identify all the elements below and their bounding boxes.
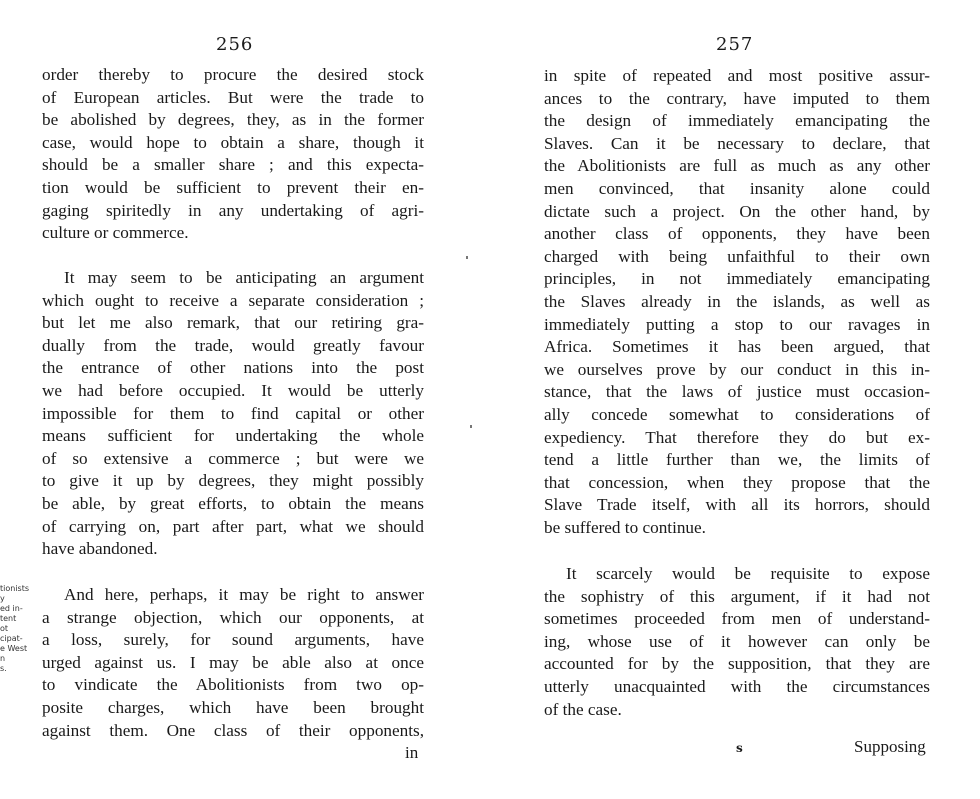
right-paragraph-1 <box>544 65 930 539</box>
text-line: culture or commerce. <box>42 223 189 243</box>
text-line: but let me also remark, that our retiring gra- <box>42 313 424 333</box>
text-line: of the case. <box>544 699 622 719</box>
left-paragraph-1 <box>42 64 424 245</box>
margin-note-line: e West <box>0 644 28 653</box>
text-line: the sophistry of this argument, if it had not <box>544 586 930 606</box>
margin-note-line: tent <box>0 614 17 623</box>
margin-note-line: y <box>0 594 5 603</box>
text-line: dictate such a project. On the other hand, by <box>544 201 930 221</box>
text-line: It scarcely would be requisite to expose <box>566 564 930 583</box>
text-line: Africa. Sometimes it has been argued, that <box>544 337 930 357</box>
margin-note-line: s. <box>0 664 7 673</box>
text-line: immediately putting a stop to our ravages in <box>544 314 930 334</box>
text-line: have abandoned. <box>42 539 158 559</box>
text-line: the design of immediately emancipating the <box>544 111 930 131</box>
text-line: tend a little further than we, the limits of <box>544 450 930 470</box>
text-line: gaging spiritedly in any undertaking of agri- <box>42 200 424 220</box>
text-line: ing, whose use of it however can only be <box>544 631 930 651</box>
text-line: dually from the trade, would greatly favour <box>42 335 424 355</box>
text-line: Slaves. Can it be necessary to declare, that <box>544 133 930 153</box>
text-line: to vindicate the Abolitionists from two op- <box>42 675 424 695</box>
text-line: that concession, when they propose that the <box>544 472 930 492</box>
text-line: posite charges, which have been brought <box>42 697 424 717</box>
margin-note-line: tionists <box>0 584 30 593</box>
margin-note <box>0 584 38 674</box>
text-line: sometimes proceeded from men of understand- <box>544 609 930 629</box>
text-line: we ourselves prove by our conduct in this in- <box>544 359 930 379</box>
text-line: which ought to receive a separate consideration ; <box>42 290 424 310</box>
left-paragraph-2 <box>42 267 424 561</box>
right-paragraph-2 <box>544 563 930 721</box>
text-line: ally concede somewhat to considerations of <box>544 404 930 424</box>
signature-mark: s <box>736 741 743 755</box>
ink-speck <box>466 256 468 259</box>
text-line: in spite of repeated and most positive assur- <box>544 66 930 85</box>
text-line: tion would be sufficient to prevent their en- <box>42 177 424 197</box>
text-line: urged against us. I may be able also at once <box>42 652 424 672</box>
text-line: of European articles. But were the trade to <box>42 87 424 107</box>
page-number-right: 257 <box>716 34 754 55</box>
text-line: against them. One class of their opponents, <box>42 720 424 740</box>
text-line: expediency. That therefore they do but ex- <box>544 427 930 447</box>
text-line: the Abolitionists are full as much as any other <box>544 156 930 176</box>
text-line: the entrance of other nations into the post <box>42 358 424 378</box>
text-line: charged with being unfaithful to their own <box>544 246 930 266</box>
text-line: principles, in not immediately emancipating <box>544 269 930 289</box>
text-line: a loss, surely, for sound arguments, have <box>42 630 424 650</box>
text-line: stance, that the laws of justice must occasion- <box>544 382 930 402</box>
text-line: And here, perhaps, it may be right to answer <box>64 585 424 604</box>
text-line: be able, by great efforts, to obtain the means <box>42 493 424 513</box>
right-page <box>480 0 980 799</box>
text-line: men convinced, that insanity alone could <box>544 178 930 198</box>
margin-note-line: cipat- <box>0 634 23 643</box>
text-line: order thereby to procure the desired stock <box>42 65 424 84</box>
left-page <box>0 0 480 799</box>
text-line: be suffered to continue. <box>544 517 706 537</box>
text-line: should be a smaller share ; and this expecta- <box>42 155 424 175</box>
text-line: utterly unacquainted with the circumstances <box>544 676 930 696</box>
margin-note-line: ed in- <box>0 604 23 613</box>
text-line: we had before occupied. It would be utterly <box>42 380 424 400</box>
text-line: another class of opponents, they have been <box>544 224 930 244</box>
text-line: of carrying on, part after part, what we should <box>42 516 424 536</box>
text-line: ances to the contrary, have imputed to them <box>544 88 930 108</box>
text-line: to give it up by degrees, they might possibly <box>42 471 424 491</box>
text-line: of so extensive a commerce ; but were we <box>42 448 424 468</box>
catchword-left: in <box>405 743 419 762</box>
margin-note-line: ot <box>0 624 9 633</box>
margin-note-line: n <box>0 654 6 663</box>
catchword-right: Supposing <box>854 737 926 756</box>
text-line: case, would hope to obtain a share, though it <box>42 132 424 152</box>
text-line: be abolished by degrees, they, as in the former <box>42 110 424 130</box>
page-number-left: 256 <box>216 34 254 55</box>
text-line: a strange objection, which our opponents, at <box>42 607 424 627</box>
text-line: accounted for by the supposition, that they are <box>544 654 930 674</box>
ink-speck <box>470 425 472 428</box>
text-line: the Slaves already in the islands, as well as <box>544 291 930 311</box>
text-line: impossible for them to find capital or other <box>42 403 424 423</box>
text-line: It may seem to be anticipating an argument <box>64 268 424 287</box>
left-paragraph-3 <box>42 584 424 742</box>
text-line: Slave Trade itself, with all its horrors, should <box>544 495 930 515</box>
text-line: means sufficient for undertaking the whole <box>42 426 424 446</box>
